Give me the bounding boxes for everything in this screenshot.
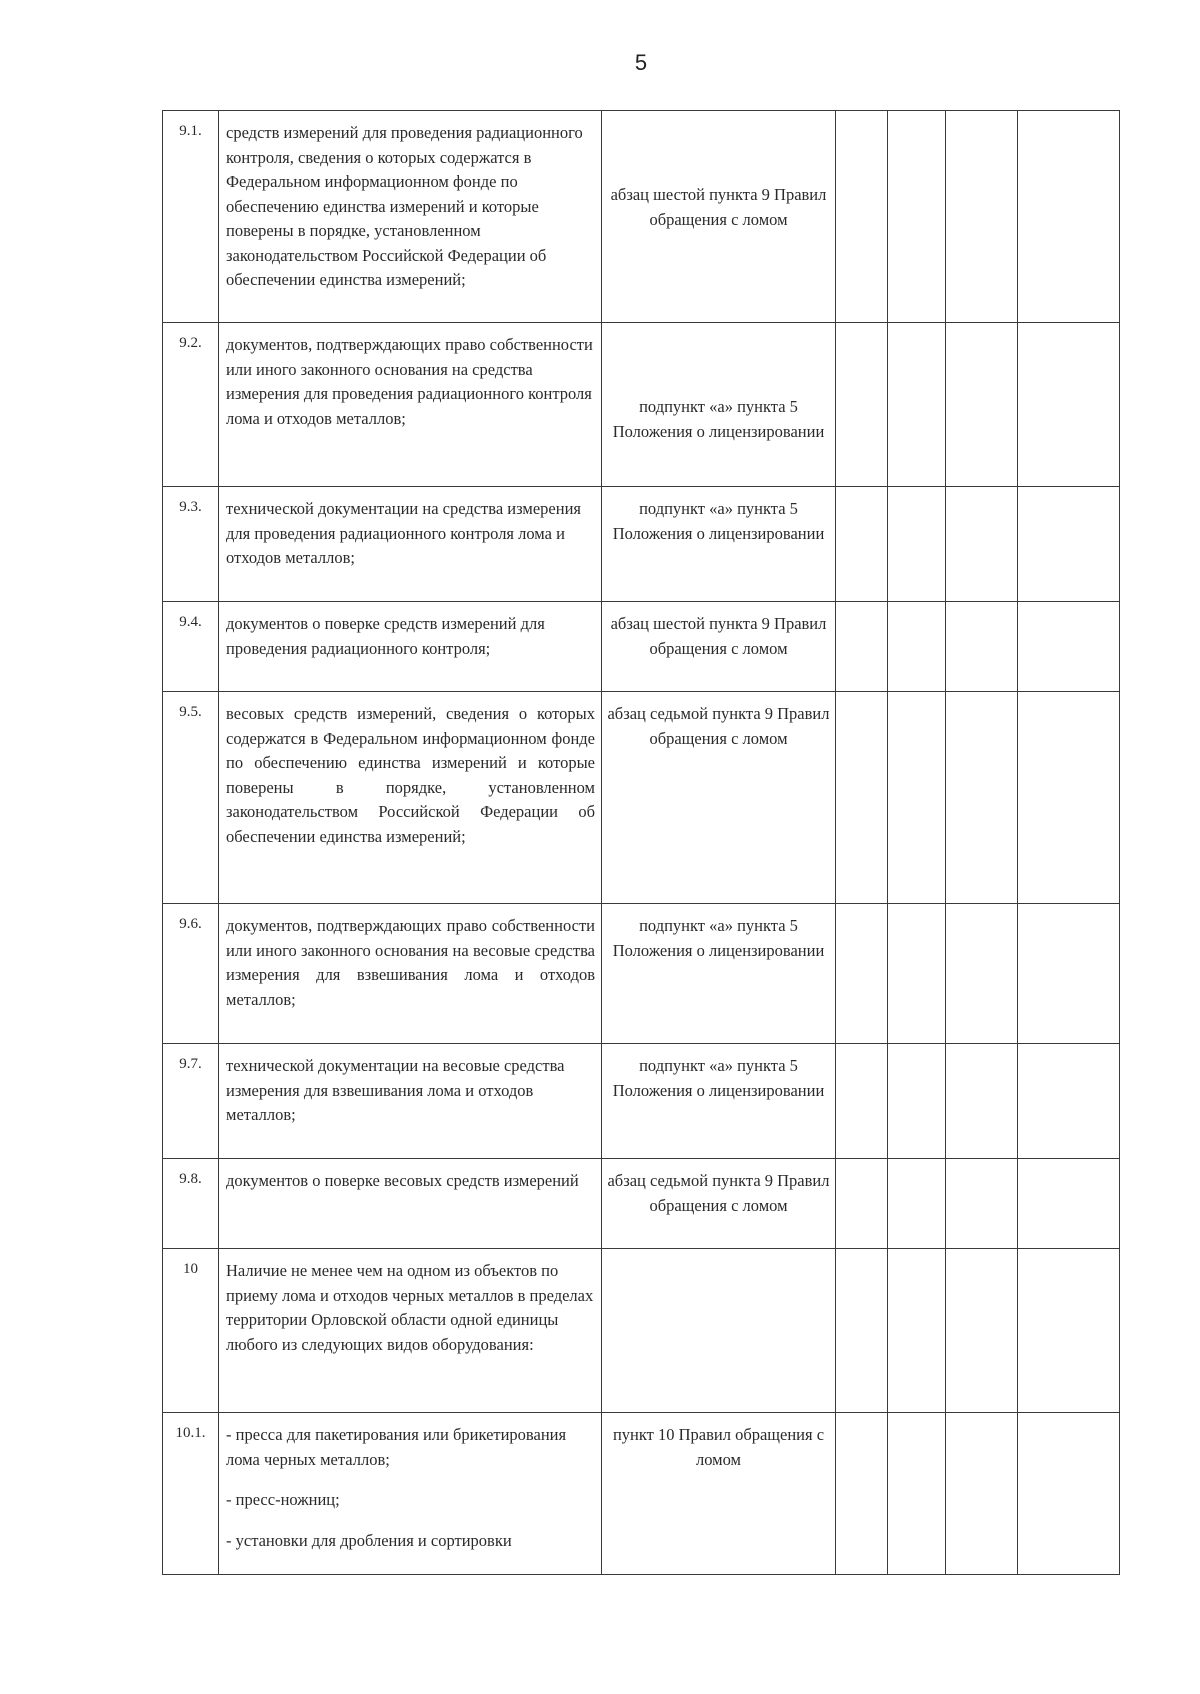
answer-cell[interactable]	[946, 602, 1018, 692]
table-row	[163, 1044, 1120, 1159]
answer-cell[interactable]	[888, 692, 946, 904]
answer-cell[interactable]	[1018, 323, 1120, 487]
table-row	[163, 602, 1120, 692]
answer-cell[interactable]	[836, 602, 888, 692]
row-number: 9.2.	[163, 323, 219, 487]
answer-cell[interactable]	[836, 1249, 888, 1413]
equipment-item: - пресса для пакетирования или брикетирования лома черных металлов;	[226, 1425, 567, 1469]
requirement-text: документов о поверке средств измерений для проведения радиационного контроля;	[219, 602, 602, 692]
answer-cell[interactable]	[836, 1044, 888, 1159]
answer-cell[interactable]	[888, 1249, 946, 1413]
legal-reference: абзац седьмой пункта 9 Правил обращения с ломом	[602, 1159, 836, 1249]
answer-cell[interactable]	[888, 487, 946, 602]
answer-cell[interactable]	[836, 111, 888, 323]
answer-cell[interactable]	[888, 111, 946, 323]
answer-cell[interactable]	[836, 1159, 888, 1249]
answer-cell[interactable]	[1018, 692, 1120, 904]
answer-cell[interactable]	[1018, 1044, 1120, 1159]
answer-cell[interactable]	[946, 1249, 1018, 1413]
answer-cell[interactable]	[946, 904, 1018, 1044]
page-number: 5	[634, 50, 648, 75]
table-row	[163, 1249, 1120, 1413]
answer-cell[interactable]	[888, 1413, 946, 1575]
answer-cell[interactable]	[836, 692, 888, 904]
row-number: 9.5.	[163, 692, 219, 904]
table-row	[163, 692, 1120, 904]
answer-cell[interactable]	[946, 1044, 1018, 1159]
table-row	[163, 1159, 1120, 1249]
row-number: 10	[163, 1249, 219, 1413]
table-row	[163, 904, 1120, 1044]
legal-reference	[602, 1249, 836, 1413]
requirement-text: технической документации на весовые средства измерения для взвешивания лома и отходов металлов;	[219, 1044, 602, 1159]
row-number: 9.4.	[163, 602, 219, 692]
answer-cell[interactable]	[836, 904, 888, 1044]
requirement-text	[219, 1413, 602, 1575]
answer-cell[interactable]	[888, 1044, 946, 1159]
legal-reference: подпункт «а» пункта 5 Положения о лицензировании	[602, 487, 836, 602]
answer-cell[interactable]	[946, 1159, 1018, 1249]
answer-cell[interactable]	[946, 111, 1018, 323]
answer-cell[interactable]	[946, 692, 1018, 904]
equipment-item: - пресс-ножниц;	[226, 1490, 340, 1509]
legal-reference: абзац шестой пункта 9 Правил обращения с ломом	[602, 602, 836, 692]
answer-cell[interactable]	[1018, 111, 1120, 323]
table-row	[163, 111, 1120, 323]
equipment-item: - установки для дробления и сортировки	[226, 1530, 512, 1550]
legal-reference: подпункт «а» пункта 5 Положения о лицензировании	[602, 1044, 836, 1159]
legal-reference: абзац седьмой пункта 9 Правил обращения с ломом	[602, 692, 836, 904]
checklist-table	[162, 110, 1120, 1575]
table-row	[163, 323, 1120, 487]
answer-cell[interactable]	[888, 1159, 946, 1249]
row-number: 9.7.	[163, 1044, 219, 1159]
answer-cell[interactable]	[888, 602, 946, 692]
row-number: 9.1.	[163, 111, 219, 323]
requirement-text: средств измерений для проведения радиационного контроля, сведения о которых содержатся в Федеральном информационном фонде по обеспечению единства измерений и которые поверены в порядке, установленном законодательством Российской Федерации об обеспечении единства измерений;	[219, 111, 602, 323]
requirement-text: технической документации на средства измерения для проведения радиационного контроля лома и отходов металлов;	[219, 487, 602, 602]
answer-cell[interactable]	[836, 1413, 888, 1575]
row-number: 9.6.	[163, 904, 219, 1044]
legal-reference: подпункт «а» пункта 5 Положения о лицензировании	[602, 904, 836, 1044]
requirement-text: документов, подтверждающих право собственности или иного законного основания на весовые средства измерения для взвешивания лома и отходов металлов;	[219, 904, 602, 1044]
answer-cell[interactable]	[888, 904, 946, 1044]
requirement-text: Наличие не менее чем на одном из объектов по приему лома и отходов черных металлов в пределах территории Орловской области одной единицы любого из следующих видов оборудования:	[219, 1249, 602, 1413]
answer-cell[interactable]	[1018, 904, 1120, 1044]
answer-cell[interactable]	[836, 323, 888, 487]
row-number: 9.3.	[163, 487, 219, 602]
answer-cell[interactable]	[888, 323, 946, 487]
answer-cell[interactable]	[1018, 1159, 1120, 1249]
requirement-text: документов о поверке весовых средств измерений	[219, 1159, 602, 1249]
answer-cell[interactable]	[1018, 602, 1120, 692]
table-row	[163, 1413, 1120, 1575]
answer-cell[interactable]	[836, 487, 888, 602]
answer-cell[interactable]	[1018, 1249, 1120, 1413]
legal-reference: абзац шестой пункта 9 Правил обращения с ломом	[602, 111, 836, 323]
requirement-text: документов, подтверждающих право собственности или иного законного основания на средства измерения для проведения радиационного контроля лома и отходов металлов;	[219, 323, 602, 487]
row-number: 9.8.	[163, 1159, 219, 1249]
answer-cell[interactable]	[946, 487, 1018, 602]
answer-cell[interactable]	[1018, 1413, 1120, 1575]
answer-cell[interactable]	[946, 323, 1018, 487]
table-row	[163, 487, 1120, 602]
answer-cell[interactable]	[1018, 487, 1120, 602]
legal-reference: подпункт «а» пункта 5 Положения о лицензировании	[602, 323, 836, 487]
requirement-text: весовых средств измерений, сведения о которых содержатся в Федеральном информационном фонде по обеспечению единства измерений и которые поверены в порядке, установленном законодательством Российской Федерации об обеспечении единства измерений;	[219, 692, 602, 904]
answer-cell[interactable]	[946, 1413, 1018, 1575]
row-number: 10.1.	[163, 1413, 219, 1575]
legal-reference: пункт 10 Правил обращения с ломом	[602, 1413, 836, 1575]
